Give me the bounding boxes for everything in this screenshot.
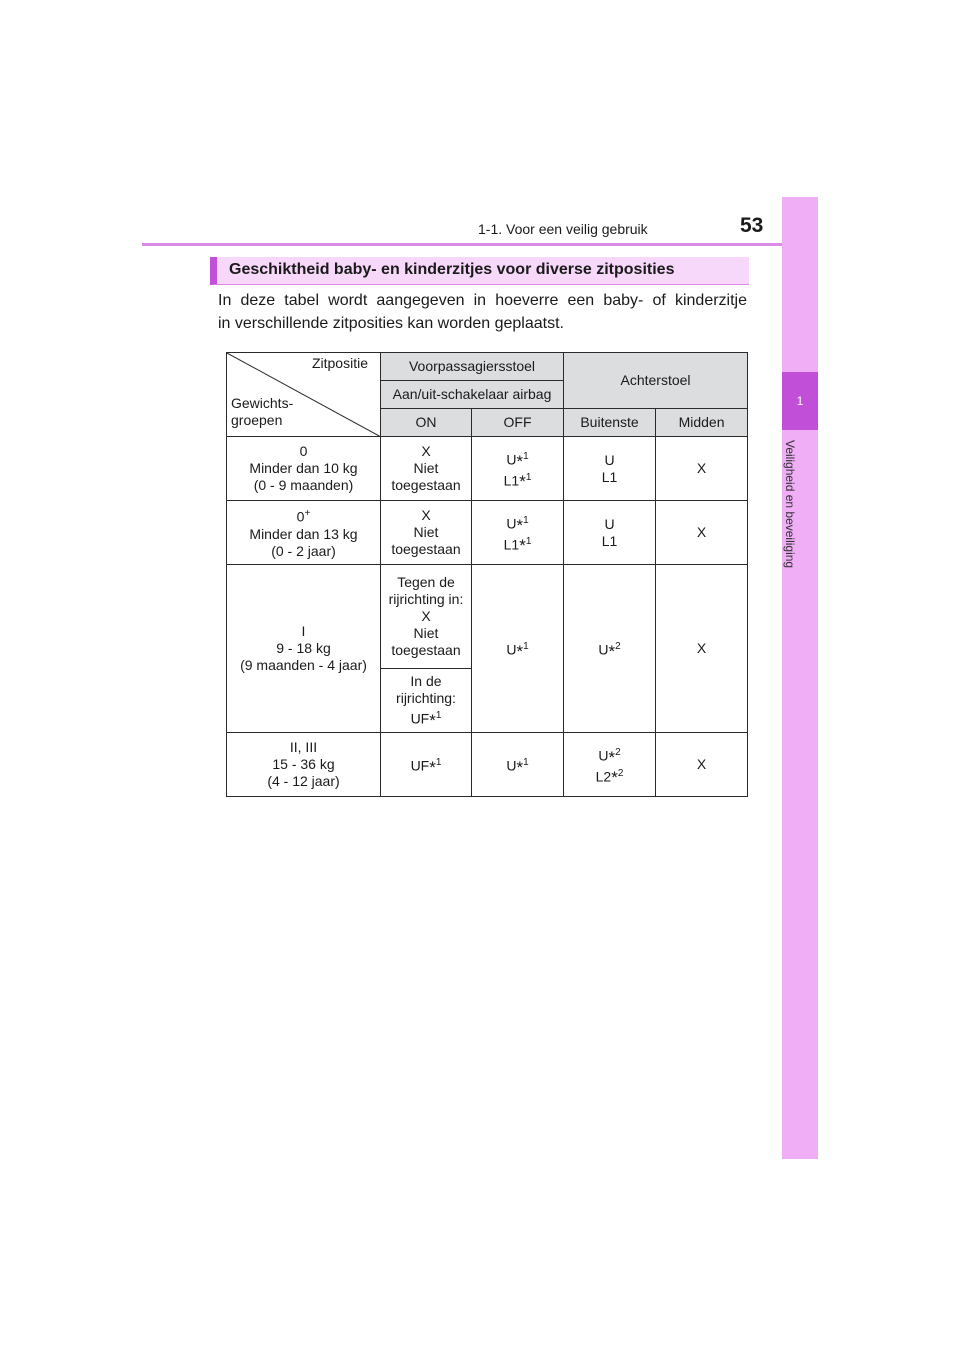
corner-gewichtsgroepen — [231, 395, 293, 429]
group-weight: Minder dan 13 kg — [249, 525, 358, 542]
section-heading: Geschiktheid baby- en kinderzitjes voor diverse zitposities — [210, 257, 749, 285]
cell-outer-value: U — [604, 515, 615, 532]
rear-facing-label: Tegen de — [397, 574, 455, 590]
footnote-number: 1 — [523, 641, 529, 653]
group-name: II, III — [289, 739, 318, 755]
group-cell — [227, 733, 381, 797]
cell-on-note: Niet — [413, 625, 439, 641]
group-name: I — [301, 623, 306, 639]
group-weight: 9 - 18 kg — [276, 640, 331, 656]
footnote-star: * — [429, 710, 436, 730]
section-title: 1-1. Voor een veilig gebruik — [478, 221, 648, 237]
footnote-number: 2 — [615, 641, 621, 653]
footnote-number: 1 — [525, 535, 532, 547]
corner-groups-line1: Gewichts- — [231, 395, 294, 411]
cell-on-note-2: toegestaan — [391, 541, 461, 557]
cell-outer — [564, 733, 656, 797]
cell-on-value: UF — [410, 757, 430, 774]
side-tab — [782, 197, 818, 1159]
footnote-star: * — [516, 515, 524, 535]
forward-facing-label: In de — [410, 673, 442, 690]
footnote-number: 2 — [617, 767, 624, 779]
cell-on-note-2: toegestaan — [391, 477, 461, 493]
cell-on — [381, 501, 472, 565]
page-number: 53 — [740, 214, 764, 237]
cell-on — [381, 733, 472, 797]
cell-on-value: X — [421, 507, 431, 523]
cell-outer-value-2: L2 — [595, 768, 612, 785]
cell-off-value: U — [506, 641, 517, 658]
group-age: (0 - 9 maanden) — [253, 477, 354, 493]
corner-header-cell — [227, 353, 381, 437]
table-row — [227, 437, 748, 501]
cell-outer-value: U — [604, 451, 615, 468]
cell-on — [381, 437, 472, 501]
footnote-star: * — [611, 768, 618, 788]
group-cell — [227, 501, 381, 565]
intro-line-2: in verschillende zitposities kan worden geplaatst. — [218, 315, 564, 332]
footnote-star: * — [519, 536, 526, 556]
cell-off-value: U — [506, 757, 517, 774]
cell-middle: X — [656, 565, 748, 733]
cell-off — [472, 565, 564, 733]
group-weight: 15 - 36 kg — [272, 756, 335, 772]
cell-outer-value-2: L1 — [601, 468, 618, 485]
cell-outer-value: U — [598, 747, 609, 764]
corner-zitpositie: Zitpositie — [311, 355, 368, 371]
cell-off — [472, 437, 564, 501]
side-tab-label: Veiligheid en beveiliging — [783, 440, 797, 569]
header-rear-seat: Achterstoel — [564, 353, 748, 409]
intro-paragraph — [218, 289, 747, 335]
header-divider — [142, 243, 818, 246]
header-front-seat: Voorpassagiersstoel — [381, 353, 564, 381]
forward-facing-label-2: rijrichting: — [396, 690, 456, 707]
header-middle: Midden — [656, 409, 748, 437]
cell-middle: X — [656, 733, 748, 797]
footnote-star: * — [516, 757, 524, 777]
group-age: (9 maanden - 4 jaar) — [240, 657, 367, 673]
cell-on-value: UF — [410, 710, 430, 727]
corner-groups-line2: groepen — [231, 412, 283, 428]
header-outer: Buitenste — [564, 409, 656, 437]
rear-facing-label-2: rijrichting in: — [388, 591, 464, 607]
side-tab-number: 1 — [782, 372, 818, 430]
header-off: OFF — [472, 409, 564, 437]
cell-off — [472, 501, 564, 565]
cell-outer — [564, 437, 656, 501]
cell-off — [472, 733, 564, 797]
cell-off-value-2: L1 — [503, 472, 520, 489]
cell-on-rear-facing — [381, 565, 472, 669]
footnote-star: * — [608, 641, 616, 661]
cell-on-forward-facing — [381, 669, 472, 733]
cell-on-note-2: toegestaan — [391, 642, 461, 658]
group-cell — [227, 437, 381, 501]
footnote-star: * — [516, 451, 524, 471]
table-row — [227, 501, 748, 565]
footnote-star: * — [608, 747, 616, 767]
group-cell — [227, 565, 381, 733]
footnote-number: 1 — [523, 514, 529, 526]
footnote-number: 1 — [523, 757, 529, 769]
group-name: 0 — [299, 443, 308, 459]
header-on: ON — [381, 409, 472, 437]
cell-off-value-2: L1 — [503, 536, 520, 553]
footnote-star: * — [429, 757, 436, 777]
cell-off-value: U — [506, 451, 517, 468]
footnote-number: 1 — [435, 710, 442, 722]
cell-outer — [564, 565, 656, 733]
group-age: (4 - 12 jaar) — [267, 773, 340, 789]
footnote-star: * — [519, 472, 526, 492]
footnote-number: 1 — [523, 450, 529, 462]
plus-sign: + — [304, 508, 311, 520]
footnote-number: 1 — [525, 471, 532, 483]
table-row — [227, 565, 748, 669]
cell-off-value: U — [506, 515, 517, 532]
cell-on-value: X — [421, 608, 431, 624]
group-age: (0 - 2 jaar) — [271, 542, 336, 559]
cell-outer — [564, 501, 656, 565]
group-name: 0 — [296, 508, 305, 525]
intro-line-1: In deze tabel wordt aangegeven in hoeverre een baby- of kinderzitje — [218, 292, 747, 309]
table-row — [227, 733, 748, 797]
header-airbag-switch: Aan/uit-schakelaar airbag — [381, 381, 564, 409]
footnote-number: 2 — [615, 746, 621, 758]
group-weight: Minder dan 10 kg — [249, 460, 358, 476]
footnote-number: 1 — [435, 757, 442, 769]
cell-on-note: Niet — [413, 524, 439, 540]
footnote-star: * — [516, 641, 524, 661]
child-seat-table — [226, 352, 748, 797]
cell-outer-value: U — [598, 641, 609, 658]
cell-on-note: Niet — [413, 460, 439, 476]
cell-middle: X — [656, 501, 748, 565]
cell-on-value: X — [421, 443, 431, 459]
cell-middle: X — [656, 437, 748, 501]
cell-outer-value-2: L1 — [601, 532, 618, 549]
